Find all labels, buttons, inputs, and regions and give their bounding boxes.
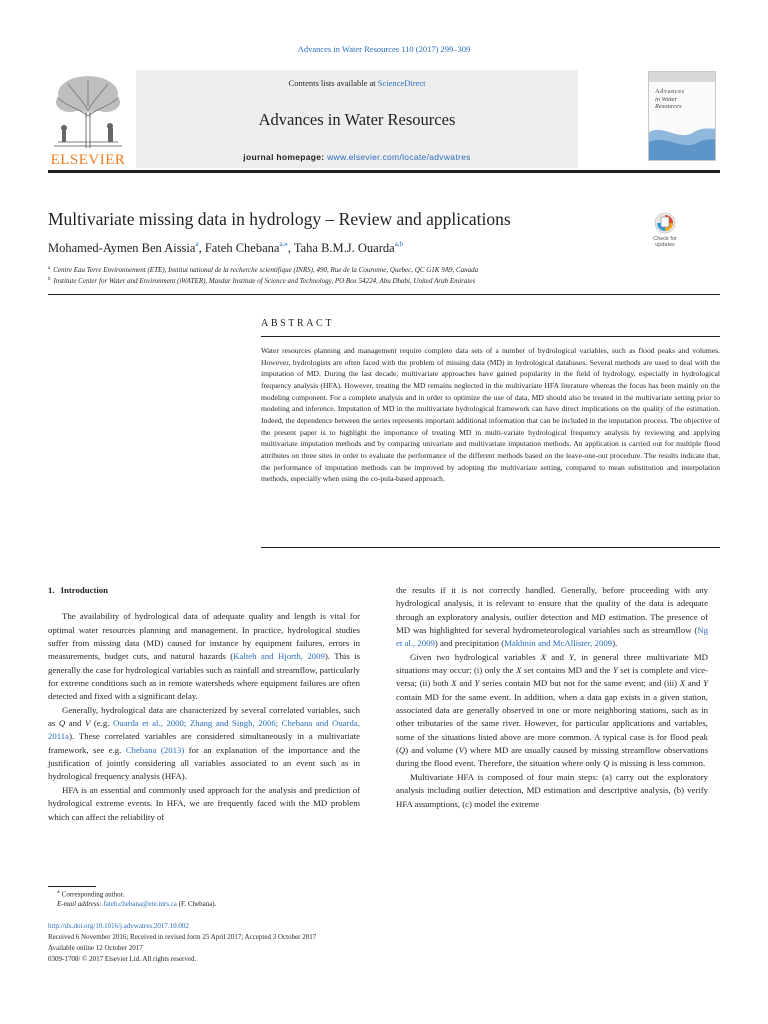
text-run: The availability of hydrological data of adequate quality and length is vital for optimal water resources planning and management. In practice, hydrological studies suffer from missing data (MD) caused for instance by equipment failures, errors in measurements, budget cuts, and natural hazards ( <box>48 611 360 662</box>
text-run: HFA is an essential and commonly used approach for the analysis and prediction of hydrological extreme events. In HFA, we are frequently faced with the MD problem which can affect the reliability of <box>48 784 360 822</box>
journal-citation-link[interactable]: Advances in Water Resources 110 (2017) 299–309 <box>297 44 471 54</box>
received-dates: Received 6 November 2016; Received in revised form 25 April 2017; Accepted 3 October 2017 <box>48 933 317 941</box>
cover-word: Advances <box>655 88 685 95</box>
affiliation-mark: a <box>48 266 51 271</box>
cover-art-icon <box>649 72 716 161</box>
journal-cover-thumbnail[interactable] <box>648 71 716 161</box>
doi-link[interactable]: http://dx.doi.org/10.1016/j.advwatres.2017.10.002 <box>48 922 189 930</box>
text-run: for an explanation of the importance and the justification of jointly considering all variables associated to an event such as in hydrological frequency analysis (HFA). <box>48 744 360 782</box>
contents-line <box>136 78 578 88</box>
affiliation-b <box>48 277 475 285</box>
check-for-updates-button[interactable] <box>650 211 680 253</box>
text-run: Given two hydrological variables <box>410 651 541 662</box>
sciencedirect-link[interactable]: ScienceDirect <box>377 78 426 88</box>
affiliation-mark: b <box>48 277 51 282</box>
check-updates-label: Check for <box>653 236 677 242</box>
text-run: and <box>546 651 569 662</box>
divider <box>48 294 720 295</box>
text-run: and <box>456 678 475 689</box>
text-run: ). These correlated variables are considered simultaneously in a multivariate framework, see e.g. <box>48 731 360 755</box>
author-affiliation-mark[interactable]: a <box>195 240 199 248</box>
body-column-left <box>48 584 360 824</box>
divider <box>261 336 720 337</box>
divider <box>261 547 720 548</box>
journal-title[interactable]: Advances in Water Resources <box>258 110 456 129</box>
author-separator: , <box>198 241 205 255</box>
citation-link[interactable]: Ouarda et al., 2000; Zhang and Singh, 2006; Chebana and Ouarda, 2011a <box>48 718 360 742</box>
italic-variable: V <box>84 718 91 729</box>
text-run: Generally, hydrological data are characterized by several correlated variables, such as <box>48 704 360 729</box>
citation-link[interactable]: Ng et al., 2009 <box>396 625 708 649</box>
check-updates-icon <box>650 211 680 237</box>
section-heading <box>48 584 360 597</box>
citation-link[interactable]: Makhnin and McAllister, 2009 <box>504 638 613 649</box>
italic-variable: Y <box>474 678 480 689</box>
email-label: E-mail address: <box>57 900 104 908</box>
journal-header <box>48 70 628 168</box>
homepage-line <box>136 152 578 162</box>
italic-variable: Y <box>568 651 574 662</box>
text-run: set contains MD and the <box>521 665 613 676</box>
paragraph <box>396 651 708 771</box>
text-run: ) and precipitation ( <box>434 638 505 649</box>
body-column-right <box>396 584 708 811</box>
italic-variable: Q <box>398 745 406 756</box>
email-note <box>57 900 216 908</box>
text-run: the results if it is not correctly handled. Generally, before proceeding with any hydrological analysis, it is relevant to ensure that the quality of the data is adequate through an exploratory analysis, outlier detection and MD estimation. The presence of MD was highlighted for several hydrometeorological variables such as streamflow ( <box>396 585 708 636</box>
text-run: ) and volume ( <box>405 745 459 756</box>
issn-copyright: 0309-1708/ © 2017 Elsevier Ltd. All rights reserved. <box>48 955 197 963</box>
corresponding-author-note <box>57 889 124 898</box>
text-run: is missing is less common. <box>609 758 706 769</box>
abstract-text: Water resources planning and management require complete data sets of a number of hydrological variables, such as flood peaks and volumes. However, hydrologists are often faced with the problem of missing data (MD) in hydrological databases. Several methods are used to deal with the imputation of MD. During the last decade, multivariate approaches have gained popularity in the field of hydrology, especially in hydrological frequency analysis (HFA). However, treating the MD remains neglected in the multivariate HFA literature whereas the focus has been mainly on the modeling component. For a complete analysis and in order to optimize the use of data, MD should also be treated in the multivariate setting prior to modeling and inference. Imputation of MD in the multivariate hydrological framework can have direct implications on the quality of the estimation. Indeed, the dependence between the series represents important additional information that can be included in the imputation process. The objective of the present paper is to highlight the importance of treating MD in multi-variate hydrological frequency analysis by reviewing and applying multivariate imputation methods and by comparing univariate and multivariate imputation methods. An application is carried out for multiple flood attributes on three sites in order to evaluate the performance of the different methods based on the leave-one-out procedure. The results indicate that, the performance of imputation methods can be improved by adopting the multivariate setting, compared to mean substitution and interpolation methods, especially when using the co-pula-based approach. <box>261 346 720 484</box>
section-number: 1. <box>48 585 55 595</box>
text-run: series contain MD but not for the same event; and (iii) <box>479 678 680 689</box>
paragraph <box>396 771 708 811</box>
text-run: ). <box>612 638 618 649</box>
affiliation-a <box>48 266 478 274</box>
author-name[interactable]: Taha B.M.J. Ouarda <box>293 241 395 255</box>
italic-variable: Y <box>612 665 618 676</box>
italic-variable: X <box>679 678 686 689</box>
elsevier-tree-logo[interactable] <box>48 72 128 168</box>
text-run: and <box>65 718 85 729</box>
text-run: and <box>685 678 704 689</box>
text-run: contain MD for the same event. In addition, when a data gap exists in a given station, associated data are generally observed in one or more neighboring stations, such as in other tributaries of the same river. However, for particular applications and variables, some of the situations listed above are more common. A typical case is for flood peak ( <box>396 691 708 756</box>
text-run: ) where MD are usually caused by missing streamflow observations during the flood event. Therefore, the situation where only <box>396 745 708 769</box>
abstract-heading: ABSTRACT <box>261 318 335 329</box>
paragraph <box>396 584 708 651</box>
author-list <box>48 240 403 256</box>
author-name[interactable]: Fateh Chebana <box>204 241 280 255</box>
affiliation-text: Institute Center for Water and Environment (iWATER), Masdar Institute of Science and Technology, PO Box 54224, Abu Dhabi, United Arab Emirates <box>53 277 476 285</box>
citation-link[interactable]: Chebana (2013) <box>125 744 185 755</box>
affiliation-text: Centre Eau Terre Environnement (ETE), Institut national de la recherche scientifique (INRS), 490, Rue de la Couronne, Quebec, QC G1K 9A9, Canada <box>53 266 479 274</box>
italic-variable: X <box>451 678 457 689</box>
footnote-mark: ⁎ <box>57 889 60 895</box>
homepage-link[interactable]: www.elsevier.com/locate/advwatres <box>327 152 471 162</box>
author-separator: , <box>287 241 294 255</box>
italic-variable: X <box>540 651 547 662</box>
footnote-text: Corresponding author. <box>61 890 125 899</box>
homepage-label: journal homepage: <box>243 152 328 162</box>
cover-word: Resources <box>655 103 682 110</box>
italic-variable: X <box>516 665 522 676</box>
tree-icon <box>48 72 128 150</box>
contents-prefix: Contents lists available at <box>288 78 378 88</box>
italic-variable: Q <box>603 758 610 769</box>
paragraph <box>48 784 360 824</box>
paragraph <box>48 704 360 784</box>
author-name[interactable]: Mohamed-Aymen Ben Aissia <box>48 241 196 255</box>
header-rule <box>48 170 720 173</box>
article-title: Multivariate missing data in hydrology – Review and applications <box>48 209 511 229</box>
italic-variable: V <box>458 745 465 756</box>
text-run: (e.g. <box>90 718 113 729</box>
cover-word: in Water <box>655 96 677 103</box>
text-run: ). This is generally the case for hydrological variables such as rainfall and streamflow, particularly for extreme conditions such as in remote watersheds where equipment failures are often detected and fixed with a significant delay. <box>48 651 360 702</box>
author-affiliation-mark[interactable]: a,⁎ <box>279 240 288 248</box>
email-suffix: (F. Chebana). <box>176 900 217 908</box>
italic-variable: Y <box>703 678 708 689</box>
header-panel <box>136 70 578 168</box>
italic-variable: Q <box>58 718 66 729</box>
text-run: set is complete and vice-versa; (ii) both <box>396 665 708 689</box>
text-run: , in general three multivariate MD situations may occur: (i) only the <box>396 651 708 676</box>
text-run: Multivariate HFA is composed of four main steps: (a) carry out the exploratory analysis including outlier detection, MD estimation and descriptive analysis, (b) verify HFA assumptions, (c) model the extreme <box>396 771 708 809</box>
author-affiliation-mark[interactable]: a,b <box>394 240 404 248</box>
citation-link[interactable]: Kalteh and Hjorth, 2009 <box>233 651 325 662</box>
footnote-rule <box>48 886 96 887</box>
publisher-name: ELSEVIER <box>50 152 126 168</box>
paragraph <box>48 610 360 703</box>
check-updates-label: updates <box>655 242 675 248</box>
email-link[interactable]: fateh.chebana@ete.inrs.ca <box>103 900 177 908</box>
online-date: Available online 12 October 2017 <box>48 944 143 952</box>
section-title: Introduction <box>60 585 109 595</box>
